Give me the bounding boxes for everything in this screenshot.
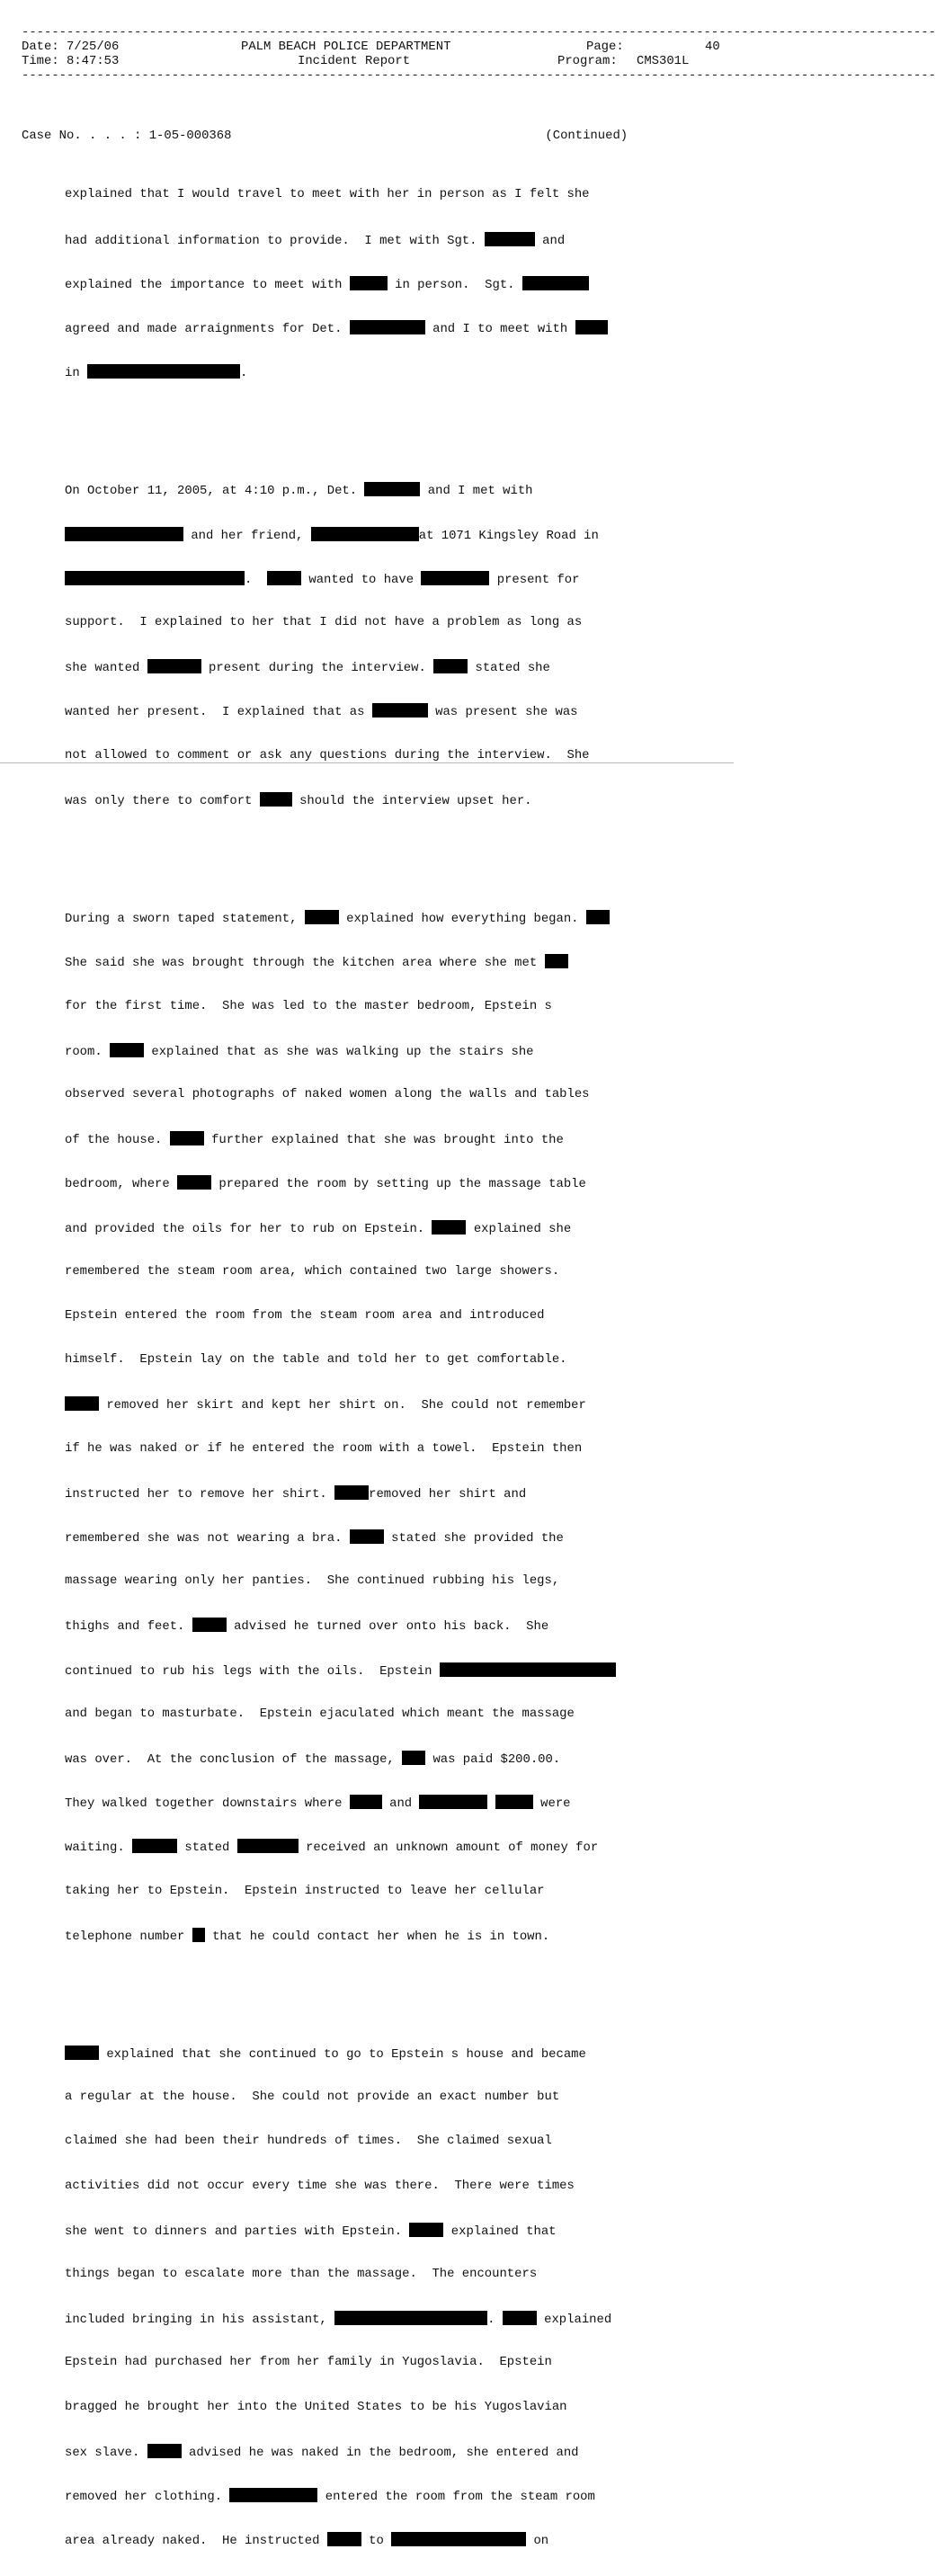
text-segment: to (369, 2534, 384, 2549)
text-line (22, 1928, 723, 1942)
date-value: 7/25/06 (67, 40, 120, 54)
redaction (65, 2046, 99, 2060)
redaction (350, 320, 425, 334)
text-segment: removed her skirt and kept her shirt on. She could not remember (106, 1398, 586, 1413)
redaction (586, 910, 610, 924)
text-segment: activities did not occur every time she was there. There were times (65, 2178, 575, 2193)
redaction (350, 1795, 382, 1809)
text-segment: present for (496, 572, 580, 587)
text-segment: were (540, 1796, 571, 1812)
date-label: Date: (22, 40, 59, 54)
text-line (22, 232, 723, 246)
redaction (485, 232, 535, 246)
text-line (22, 1795, 723, 1812)
text-line (22, 792, 723, 807)
text-segment: was over. At the conclusion of the massage, (65, 1752, 395, 1767)
case-line (22, 129, 723, 143)
text-segment: continued to rub his legs with the oils. Epstein (65, 1663, 432, 1679)
redaction (372, 703, 428, 718)
redaction (192, 1618, 227, 1632)
text-line (22, 1220, 723, 1235)
text-line (22, 2046, 723, 2060)
text-segment: stated (184, 1841, 230, 1856)
text-segment: removed her clothing. (65, 2490, 223, 2505)
text-line (22, 748, 723, 762)
text-segment: support. I explained to her that I did not have a problem as long as (65, 615, 583, 630)
text-segment: room. (65, 1044, 103, 1059)
header-rule-bottom: -------------------------------------------------------------------------------------------------------------------------- (22, 68, 936, 83)
text-segment: explained (544, 2313, 612, 2328)
redaction (65, 527, 183, 541)
text-segment: that he could contact her when he is in town. (212, 1929, 550, 1944)
redaction (87, 364, 240, 379)
redaction (229, 2488, 317, 2502)
text-segment: explained that she continued to go to Epstein s house and became (106, 2046, 586, 2062)
text-segment: received an unknown amount of money for (306, 1841, 599, 1856)
redaction (433, 659, 468, 673)
text-segment: remembered she was not wearing a bra. (65, 1530, 343, 1546)
text-segment: and (542, 233, 566, 248)
text-segment: instructed her to remove her shirt. (65, 1486, 327, 1502)
text-segment: things began to escalate more than the massage. The encounters (65, 2267, 538, 2281)
text-segment: she wanted (65, 661, 140, 676)
text-segment: at 1071 Kingsley Road in (418, 528, 599, 543)
text-line (22, 703, 723, 718)
text-segment: telephone number (65, 1929, 185, 1944)
redaction (440, 1662, 616, 1677)
redaction (409, 2223, 443, 2237)
text-segment: was present she was (435, 705, 578, 720)
redaction (65, 571, 245, 585)
text-line (22, 187, 723, 201)
text-line (22, 1485, 723, 1500)
text-segment: agreed and made arraignments for Det. (65, 322, 343, 337)
redaction (260, 792, 292, 807)
text-segment: claimed she had been their hundreds of times. She claimed sexual (65, 2134, 552, 2149)
text-segment: bedroom, where (65, 1177, 170, 1192)
text-line (22, 527, 723, 541)
redaction (334, 2311, 487, 2325)
redaction (350, 276, 388, 290)
text-segment: and her friend, (191, 528, 304, 543)
text-line (22, 910, 723, 927)
page-number: 40 (705, 40, 720, 54)
text-segment: They walked together downstairs where (65, 1796, 343, 1812)
text-segment: prepared the room by setting up the massage table (218, 1177, 586, 1192)
text-segment: explained she (473, 1221, 572, 1236)
text-segment: stated she (475, 661, 550, 676)
text-segment: entered the room from the steam room (325, 2490, 595, 2505)
text-segment: On October 11, 2005, at 4:10 p.m., Det. (65, 484, 358, 499)
text-line (22, 1839, 723, 1856)
text-segment: explained the importance to meet with (65, 277, 343, 292)
text-segment: . (245, 572, 253, 587)
text-line (22, 615, 723, 629)
text-line (22, 1131, 723, 1148)
text-line (22, 1751, 723, 1765)
text-segment: sex slave. (65, 2445, 140, 2460)
text-line (22, 2311, 723, 2328)
text-segment: . (487, 2313, 495, 2328)
text-line (22, 1441, 723, 1456)
text-segment: she went to dinners and parties with Epstein. (65, 2224, 403, 2239)
case-label: Case No. . . . : (22, 128, 142, 143)
text-segment: taking her to Epstein. Epstein instructed to leave her cellular (65, 1883, 545, 1898)
text-segment: and began to masturbate. Epstein ejaculated which meant the massage (65, 1706, 575, 1721)
text-segment: thighs and feet. (65, 1619, 185, 1635)
text-segment: advised he was naked in the bedroom, she entered and (189, 2445, 579, 2460)
text-segment: a regular at the house. She could not provide an exact number but (65, 2090, 560, 2105)
redaction (421, 571, 489, 585)
text-line (22, 1308, 723, 1323)
text-segment: waiting. (65, 1841, 125, 1856)
text-line (22, 2267, 723, 2281)
program-label: Program: (557, 54, 618, 68)
text-line (22, 2179, 723, 2193)
text-segment: . (240, 366, 248, 381)
text-line (22, 1707, 723, 1721)
time-label: Time: (22, 54, 59, 68)
text-segment: advised he turned over onto his back. She (234, 1619, 549, 1635)
text-segment: explained how everything began. (346, 912, 579, 927)
text-segment: Epstein had purchased her from her family in Yugoslavia. Epstein (65, 2355, 552, 2370)
text-segment: was paid $200.00. (432, 1752, 561, 1767)
scan-line (0, 762, 734, 763)
text-line (22, 1618, 723, 1635)
text-line (22, 2355, 723, 2369)
redaction (495, 1795, 533, 1809)
text-line (22, 2400, 723, 2414)
redaction (65, 1396, 99, 1411)
text-line (22, 1264, 723, 1279)
redaction (147, 659, 201, 673)
redaction (327, 2532, 361, 2546)
redaction (132, 1839, 177, 1853)
text-segment: himself. Epstein lay on the table and told her to get comfortable. (65, 1352, 567, 1368)
text-segment: and I met with (427, 484, 533, 499)
report-type: Incident Report (298, 54, 411, 68)
text-segment: if he was naked or if he entered the room with a towel. Epstein then (65, 1440, 583, 1456)
text-line (22, 999, 723, 1013)
text-line (22, 1573, 723, 1588)
text-line (22, 571, 723, 585)
redaction (170, 1131, 204, 1145)
text-line (22, 2223, 723, 2237)
text-segment: present during the interview. (209, 661, 426, 676)
redaction (391, 2532, 526, 2546)
page-label: Page: (586, 40, 624, 54)
text-segment: removed her shirt and (369, 1486, 527, 1502)
text-line (22, 2488, 723, 2505)
text-line (22, 954, 723, 971)
text-segment: of the house. (65, 1133, 163, 1148)
redaction (522, 276, 589, 290)
text-segment: in (65, 366, 80, 381)
text-segment: explained that I would travel to meet with her in person as I felt she (65, 187, 590, 202)
text-segment: on (533, 2534, 549, 2549)
text-segment: included bringing in his assistant, (65, 2313, 327, 2328)
text-line (22, 1087, 723, 1101)
text-segment: wanted to have (308, 572, 415, 587)
text-segment: and I to meet with (432, 322, 568, 337)
text-segment: should the interview upset her. (299, 793, 532, 808)
redaction (503, 2311, 537, 2325)
text-segment: area already naked. He instructed (65, 2534, 320, 2549)
redaction (545, 954, 568, 968)
text-segment: She said she was brought through the kitchen area where she met (65, 956, 538, 971)
text-line (22, 2134, 723, 2148)
text-segment: not allowed to comment or ask any questions during the interview. She (65, 747, 590, 762)
text-segment: in person. Sgt. (395, 277, 515, 292)
redaction (237, 1839, 299, 1853)
report-body (22, 99, 723, 2576)
redaction (419, 1795, 487, 1809)
text-line (22, 659, 723, 676)
text-line (22, 1396, 723, 1411)
redaction (311, 527, 419, 541)
department-name: PALM BEACH POLICE DEPARTMENT (241, 40, 451, 54)
redaction (305, 910, 339, 924)
text-segment: had additional information to provide. I met with Sgt. (65, 233, 477, 248)
text-line (22, 364, 723, 379)
redaction (350, 1529, 384, 1544)
text-line (22, 320, 723, 337)
text-line (22, 2532, 723, 2549)
redaction (364, 482, 420, 496)
text-line (22, 1884, 723, 1898)
text-segment: stated she provided the (391, 1530, 564, 1546)
time-value: 8:47:53 (67, 54, 120, 68)
text-line (22, 2090, 723, 2104)
text-segment: was only there to comfort (65, 793, 253, 808)
text-line (22, 1529, 723, 1544)
text-segment: and (389, 1796, 413, 1812)
redaction (402, 1751, 425, 1765)
text-segment: explained that (450, 2224, 557, 2239)
text-line (22, 1662, 723, 1677)
text-segment: and provided the oils for her to rub on Epstein. (65, 1221, 425, 1236)
case-number: 1-05-000368 (148, 128, 232, 143)
redaction (177, 1175, 211, 1190)
text-line (22, 482, 723, 499)
redaction (334, 1485, 369, 1500)
text-line (22, 1043, 723, 1057)
text-segment: wanted her present. I explained that as (65, 705, 365, 720)
redaction (192, 1928, 205, 1942)
text-line (22, 1175, 723, 1190)
text-segment: explained that as she was walking up the stairs she (151, 1044, 534, 1059)
continued-label: (Continued) (545, 128, 628, 143)
header-rule-top: -------------------------------------------------------------------------------------------------------------------------- (22, 25, 936, 40)
program-value: CMS301L (637, 54, 690, 68)
text-segment: remembered the steam room area, which contained two large showers. (65, 1263, 560, 1279)
text-segment: massage wearing only her panties. She continued rubbing his legs, (65, 1573, 560, 1589)
text-line (22, 276, 723, 290)
text-segment: bragged he brought her into the United States to be his Yugoslavian (65, 2399, 567, 2414)
redaction (267, 571, 301, 585)
text-segment: further explained that she was brought into the (211, 1133, 564, 1148)
text-segment: for the first time. She was led to the master bedroom, Epstein s (65, 998, 552, 1013)
text-segment: Epstein entered the room from the steam room area and introduced (65, 1307, 545, 1323)
text-line (22, 2444, 723, 2458)
redaction (432, 1220, 466, 1235)
text-line (22, 1352, 723, 1367)
redaction (575, 320, 608, 334)
text-segment: observed several photographs of naked women along the walls and tables (65, 1086, 590, 1101)
redaction (147, 2444, 182, 2458)
redaction (110, 1043, 144, 1057)
text-segment: During a sworn taped statement, (65, 912, 298, 927)
